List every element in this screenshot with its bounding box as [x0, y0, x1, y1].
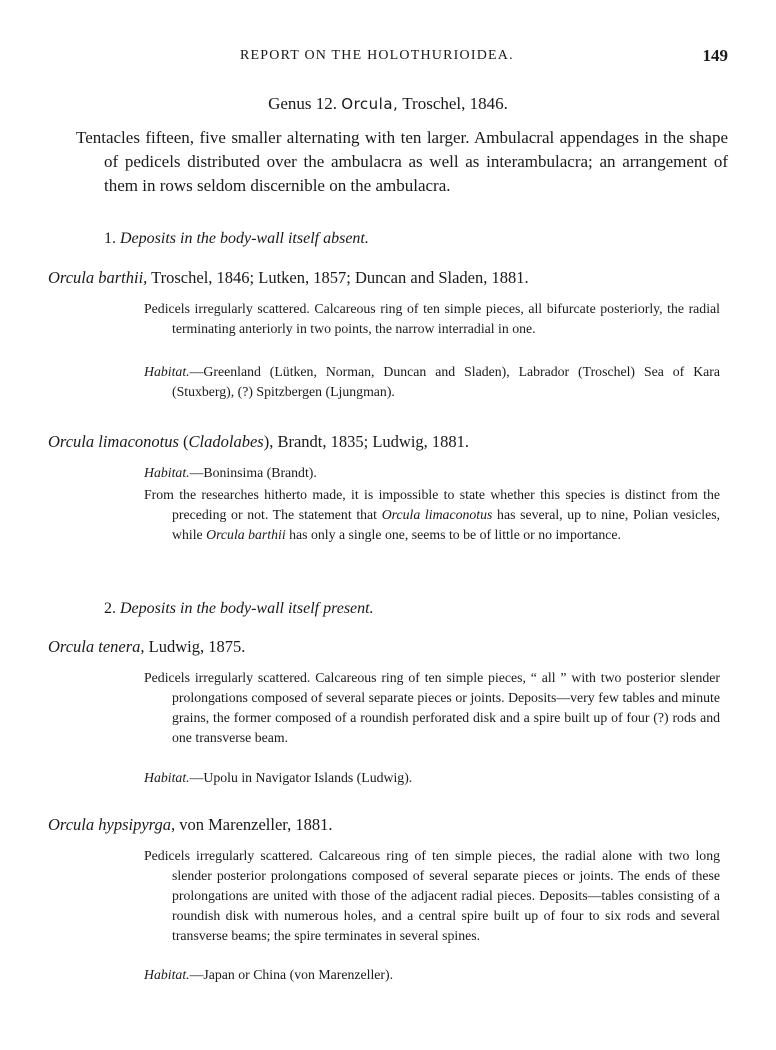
- species-description: Pedicels irregularly scattered. Calcareous ring of ten simple pieces, all bifurcate posteriorly, the radial terminating anteriorly in two points, the narrow interradial in one.: [144, 301, 720, 336]
- species-description: Pedicels irregularly scattered. Calcareous ring of ten simple pieces, “ all ” with two posterior slender prolongations composed of several separate pieces or joints. Deposits—very few tables and minute grains, the former composed of a roundish perforated disk and a spire built up of four (?) rods and one transverse beam.: [144, 670, 720, 745]
- section-number: 1.: [104, 230, 116, 247]
- page-number: 149: [702, 46, 728, 65]
- section-title: Deposits in the body-wall itself present.: [120, 600, 374, 617]
- species-citation: Brandt, 1835; Ludwig, 1881.: [277, 432, 470, 451]
- section-heading-1: [104, 230, 369, 248]
- habitat-label: Habitat.: [144, 770, 190, 785]
- genus-prefix: Genus 12.: [268, 94, 338, 113]
- species-heading-tenera: [48, 637, 245, 657]
- habitat-text: —Upolu in Navigator Islands (Ludwig).: [189, 770, 413, 785]
- species-name: Orcula limaconotus: [48, 432, 179, 451]
- species-habitat: [144, 768, 720, 788]
- habitat-text: —Boninsima (Brandt).: [189, 465, 317, 480]
- section-heading-2: [104, 600, 374, 618]
- species-citation: Ludwig, 1875.: [148, 637, 246, 656]
- habitat-text: —Greenland (Lütken, Norman, Duncan and Sladen), Labrador (Troschel) Sea of Kara (Stuxberg), (?) Spitzbergen (Ljungman).: [172, 364, 720, 399]
- habitat-label: Habitat.: [144, 967, 190, 982]
- running-title: REPORT ON THE HOLOTHURIOIDEA.: [240, 48, 514, 63]
- genus-authority: Troschel, 1846.: [402, 94, 508, 113]
- section-number: 2.: [104, 600, 116, 617]
- species-heading-hypsipyrga: [48, 815, 333, 835]
- species-synonym: Cladolabes: [188, 432, 264, 451]
- habitat-label: Habitat.: [144, 364, 190, 379]
- species-habitat: [144, 463, 720, 483]
- habitat-text: —Japan or China (von Marenzeller).: [189, 967, 394, 982]
- habitat-label: Habitat.: [144, 465, 190, 480]
- species-name: Orcula barthii,: [48, 268, 148, 287]
- species-habitat: [144, 362, 720, 402]
- genus-description: Tentacles fifteen, five smaller alternating with ten larger. Ambulacral appendages in the shape of pedicels distributed over the ambulacra as well as interambulacra; an arrangement of them in rows seldom discernible on the ambulacra.: [76, 128, 728, 195]
- species-habitat: [144, 965, 720, 985]
- section-title: Deposits in the body-wall itself absent.: [120, 230, 369, 247]
- species-name: Orcula tenera,: [48, 637, 145, 656]
- species-reference: Orcula limaconotus: [381, 507, 493, 522]
- species-reference: Orcula barthii: [206, 527, 286, 542]
- species-description: Pedicels irregularly scattered. Calcareous ring of ten simple pieces, the radial alone with two long slender posterior prolongations composed of several separate pieces or joints. The ends of these prolongations are united with those of the adjacent radial pieces. Deposits—tables consisting of a roundish disk with numerous holes, and a central spire built up of four to six rods and several transverse beams; the spire terminates in several spines.: [144, 848, 720, 943]
- species-name: Orcula hypsipyrga,: [48, 815, 176, 834]
- species-remark: From the researches hitherto made, it is impossible to state whether this species is distinct from the preceding or not. The statement that Orcula limaconotus has several, up to nine, Polian vesicles, while Orcula barthii has only a single one, seems to be of little or no importance.: [144, 487, 721, 542]
- genus-heading: [0, 94, 776, 114]
- species-heading-limaconotus: Orcula limaconotus (Cladolabes), Brandt, 1835; Ludwig, 1881.: [48, 432, 470, 451]
- genus-name: Orcula,: [341, 95, 399, 113]
- species-citation: Troschel, 1846; Lutken, 1857; Duncan and Sladen, 1881.: [151, 268, 529, 287]
- species-heading-barthii: [48, 268, 529, 288]
- species-citation: von Marenzeller, 1881.: [179, 815, 333, 834]
